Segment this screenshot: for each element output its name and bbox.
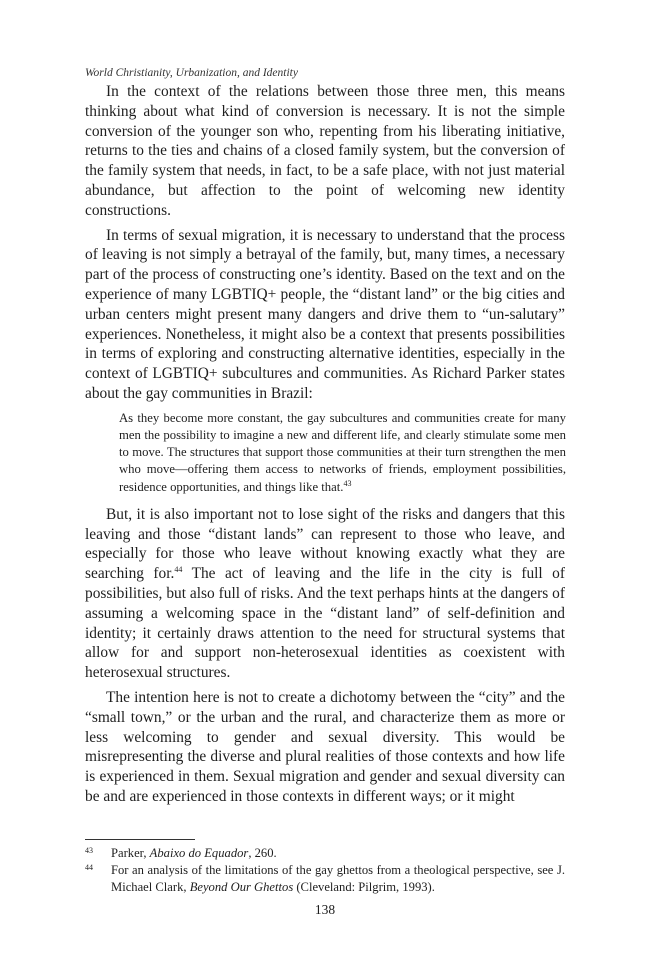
paragraph-4: The intention here is not to create a dichotomy between the “city” and the “small town,” or the urban and the rural, and characterize them as more or less welcoming to gender and sexual diversity. This would be misrepresenting the diverse and plural realities of those contexts and how life is experienced in them. Sexual migration and gender and sexual diversity can be and are experienced in those contexts in different ways; or it might bbox=[85, 688, 565, 805]
paragraph-3 bbox=[85, 505, 565, 683]
footnote-title: Beyond Our Ghettos bbox=[189, 880, 294, 894]
footnote-ref-44[interactable]: 44 bbox=[174, 565, 183, 575]
footnote-text: Parker, bbox=[111, 846, 150, 860]
block-quote bbox=[119, 410, 566, 496]
page-number: 138 bbox=[314, 902, 336, 917]
footnote-text: For an analysis of the limitations of the gay ghettos from a theological perspective, see J. Michael Clark, bbox=[111, 863, 565, 894]
body-text bbox=[85, 82, 565, 812]
footnote-number: 43 bbox=[85, 846, 93, 855]
block-quote-text: As they become more constant, the gay subcultures and communities create for many men the possibility to imagine a new and different life, and clearly stimulate some men to move. The structures that support those communities at their turn strengthen the men who move—offering them access to networks of friends, employment possibilities, residence opportunities, and things like that. bbox=[119, 410, 566, 494]
footnote-44 bbox=[85, 862, 565, 896]
footnote-text: , 260. bbox=[248, 846, 277, 860]
paragraph-2: In terms of sexual migration, it is necessary to understand that the process of leaving is not simply a betrayal of the family, but, many times, a necessary part of the process of constructing one’s identity. Based on the text and on the experience of many LGBTIQ+ people, the “distant land” or the big cities and urban centers might present many dangers and drive them to “un-salutary” experiences. Nonetheless, it might also be a context that presents possibilities in terms of exploring and constructing alternative identities, especially in the context of LGBTIQ+ subcultures and communities. As Richard Parker states about the gay communities in Brazil: bbox=[85, 226, 565, 402]
paragraph-3-part-1: But, it is also important not to lose sight of the risks and dangers that this leaving and those “distant lands” can represent to those who leave, and especially for those who leave without knowing exactly what they are searching for. bbox=[85, 505, 565, 583]
footnote-43 bbox=[85, 845, 565, 862]
paragraph-3-part-2: The act of leaving and the life in the city is full of possibilities, but also full of risks. And the text perhaps hints at the dangers of assuming a welcoming space in the “distant land” of self-definition and identity; it certainly draws attention to the need for structural systems that allow for and support non-heterosexual identities as coexistent with heterosexual structures. bbox=[85, 565, 565, 682]
footnote-text: (Cleveland: Pilgrim, 1993). bbox=[293, 880, 435, 894]
running-head: World Christianity, Urbanization, and Identity bbox=[85, 67, 298, 79]
footnote-ref-43[interactable]: 43 bbox=[343, 478, 352, 488]
footnote-title: Abaixo do Equador bbox=[149, 846, 249, 860]
paragraph-1: In the context of the relations between those three men, this means thinking about what kind of conversion is necessary. It is not the simple conversion of the younger son who, repenting from his liberating initiative, returns to the ties and chains of a closed family system, but the conversion of the family system that needs, in fact, to be a safe place, with not just material abundance, but affection to the point of welcoming new identity constructions. bbox=[85, 83, 565, 219]
footnote-rule bbox=[85, 839, 195, 840]
footnotes bbox=[85, 845, 565, 896]
footnote-number: 44 bbox=[85, 863, 93, 872]
